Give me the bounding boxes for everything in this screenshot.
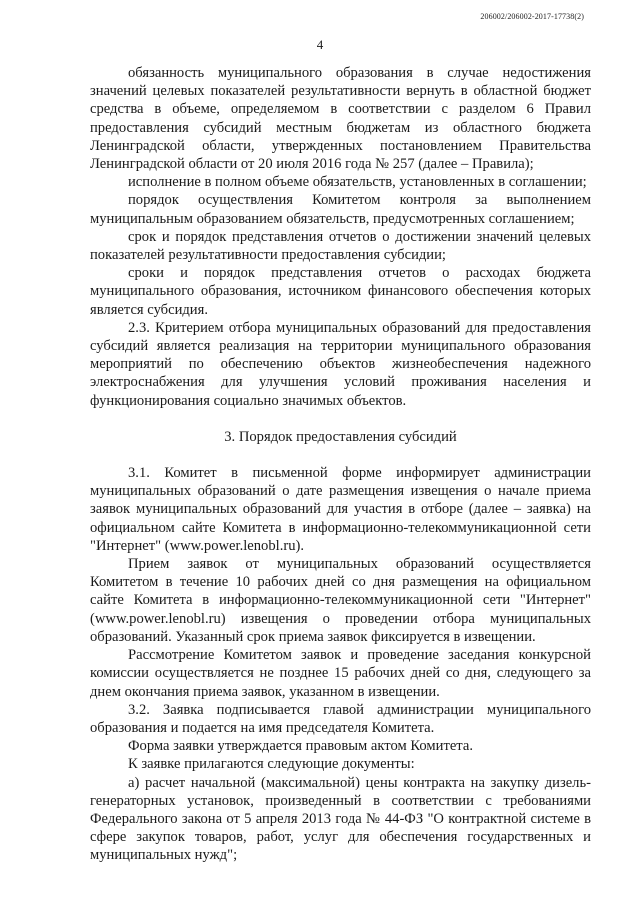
section-title: 3. Порядок предоставления субсидий: [224, 428, 457, 445]
paragraph: Рассмотрение Комитетом заявок и проведение заседания конкурсной комиссии осуществляется не позднее 15 рабочих дней со дня, следующего за днем окончания приема заявок, указанном в извещении.: [90, 647, 591, 700]
paragraph: обязанность муниципального образования в случае недостижения значений целевых показателей результативности вернуть в областной бюджет средства в объеме, определяемом в соответствии с разделом 6 Правил предоставления субсидий местным бюджетам из областного бюджета Ленинградской области, утвержденных постановлением Правительства Ленинградской области от 20 июля 2016 года № 257 (далее – Правила);: [90, 65, 591, 173]
paragraph: 3.2. Заявка подписывается главой администрации муниципального образования и подается на имя председателя Комитета.: [90, 701, 591, 736]
paragraph: Форма заявки утверждается правовым актом Комитета.: [128, 738, 473, 755]
paragraph: Прием заявок от муниципальных образований осуществляется Комитетом в течение 10 рабочих дней со дня размещения на официальном сайте Комитета в информационно-телекоммуникационной сети "Интернет" (www.power.lenobl.ru) извещения о проведении отбора муниципальных образований. Указанный срок приема заявок фиксируется в извещении.: [90, 556, 591, 645]
paragraph: порядок осуществления Комитетом контроля за выполнением муниципальным образованием обязательств, предусмотренных соглашением;: [90, 192, 591, 227]
paragraph: а) расчет начальной (максимальной) цены контракта на закупку дизель-генераторных установок, произведенный в соответствии с требованиями Федерального закона от 5 апреля 2013 года № 44-ФЗ "О контрактной системе в сфере закупок товаров, работ, услуг для обеспечения государственных и муниципальных нужд";: [90, 774, 591, 864]
page-number: 4: [316, 37, 324, 52]
paragraph: К заявке прилагаются следующие документы:: [128, 756, 415, 773]
paragraph: исполнение в полном объеме обязательств, установленных в соглашении;: [128, 174, 587, 191]
paragraph: срок и порядок представления отчетов о достижении значений целевых показателей результативности предоставления субсидии;: [90, 228, 591, 264]
paragraph: 3.1. Комитет в письменной форме информирует администрации муниципальных образований о дате размещения извещения о начале приема заявок муниципальных образований для участия в отборе (далее – заявка) на официальном сайте Комитета в информационно-телекоммуникационной сети "Интернет" (www.power.lenobl.ru).: [90, 465, 591, 554]
document-body: [90, 64, 591, 865]
paragraph: 2.3. Критерием отбора муниципальных образований для предоставления субсидий является реализация на территории муниципального образования мероприятий по обеспечению объектов жизнеобеспечения надежного электроснабжения для улучшения условий проживания населения и функционирования социально значимых объектов.: [90, 319, 591, 409]
paragraph: сроки и порядок представления отчетов о расходах бюджета муниципального образования, источником финансового обеспечения которых является субсидия.: [90, 265, 591, 318]
document-id: 206002/206002-2017-17738(2): [480, 12, 584, 21]
